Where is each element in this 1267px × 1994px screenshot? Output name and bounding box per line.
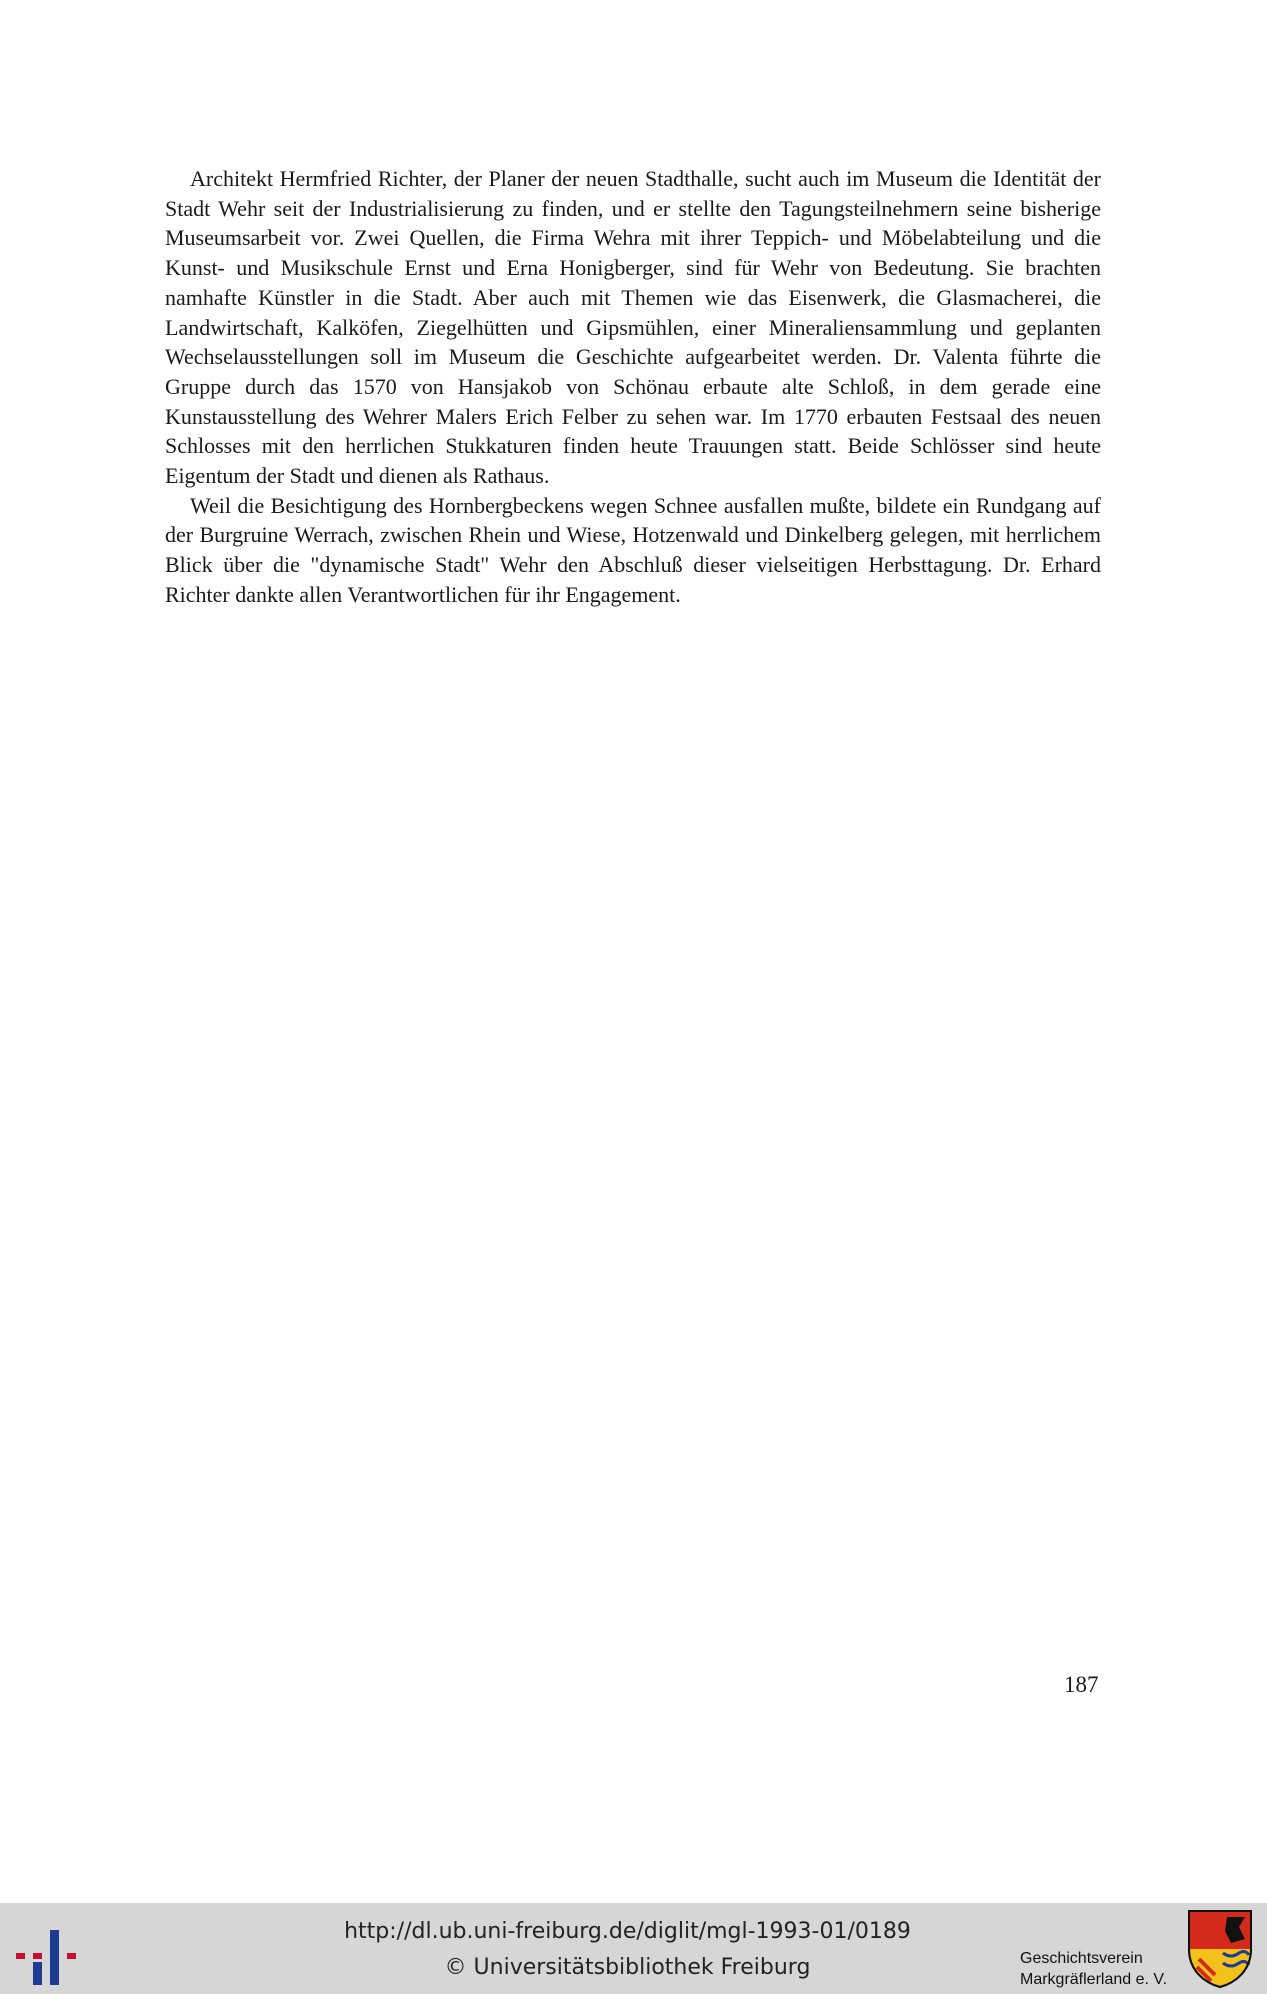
document-url[interactable]: http://dl.ub.uni-freiburg.de/diglit/mgl-1993-01/0189 bbox=[344, 1919, 911, 1944]
paragraph-1: Architekt Hermfried Richter, der Planer der neuen Stadthalle, sucht auch im Museum die Identität der Stadt Wehr seit der Industrialisierung zu finden, und er stellte den Tagungsteilnehmern seine bisherige Museumsarbeit vor. Zwei Quellen, die Firma Wehra mit ihrer Teppich- und Möbelabteilung und die Kunst- und Musikschule Ernst und Erna Honigberger, sind für Wehr von Bedeutung. Sie brachten namhafte Künstler in die Stadt. Aber auch mit Themen wie das Eisenwerk, die Glasmacherei, die Landwirtschaft, Kalköfen, Ziegelhütten und Gipsmühlen, einer Mineraliensammlung und geplanten Wechselausstellungen soll im Museum die Geschichte aufgearbeitet werden. Dr. Valenta führte die Gruppe durch das 1570 von Hansjakob von Schönau erbaute alte Schloß, in dem gerade eine Kunstausstellung des Wehrer Malers Erich Felber zu sehen war. Im 1770 erbauten Festsaal des neuen Schlosses mit den herrlichen Stukkaturen finden heute Trauungen statt. Beide Schlösser sind heute Eigentum der Stadt und dienen als Rathaus. bbox=[165, 166, 1101, 489]
article-text bbox=[165, 164, 1101, 610]
coat-of-arms-icon bbox=[1187, 1909, 1253, 1989]
society-line-1: Geschichtsverein bbox=[1020, 1950, 1143, 1967]
paragraph-2: Weil die Besichtigung des Hornbergbeckens wegen Schnee ausfallen mußte, bildete ein Rundgang auf der Burgruine Werrach, zwischen Rhein und Wiese, Hotzenwald und Dinkelberg gelegen, mit herrlichem Blick über die "dynamische Stadt" Wehr den Abschluß dieser vielseitigen Herbsttagung. Dr. Erhard Richter dankte allen Verantwortlichen für ihr Engagement. bbox=[165, 492, 1101, 607]
page-number: 187 bbox=[1064, 1672, 1099, 1697]
footer-bar bbox=[0, 1903, 1267, 1994]
copyright-notice: © Universitätsbibliothek Freiburg bbox=[444, 1955, 811, 1980]
society-name bbox=[1020, 1948, 1167, 1990]
society-line-2: Markgräflerland e. V. bbox=[1020, 1971, 1168, 1988]
